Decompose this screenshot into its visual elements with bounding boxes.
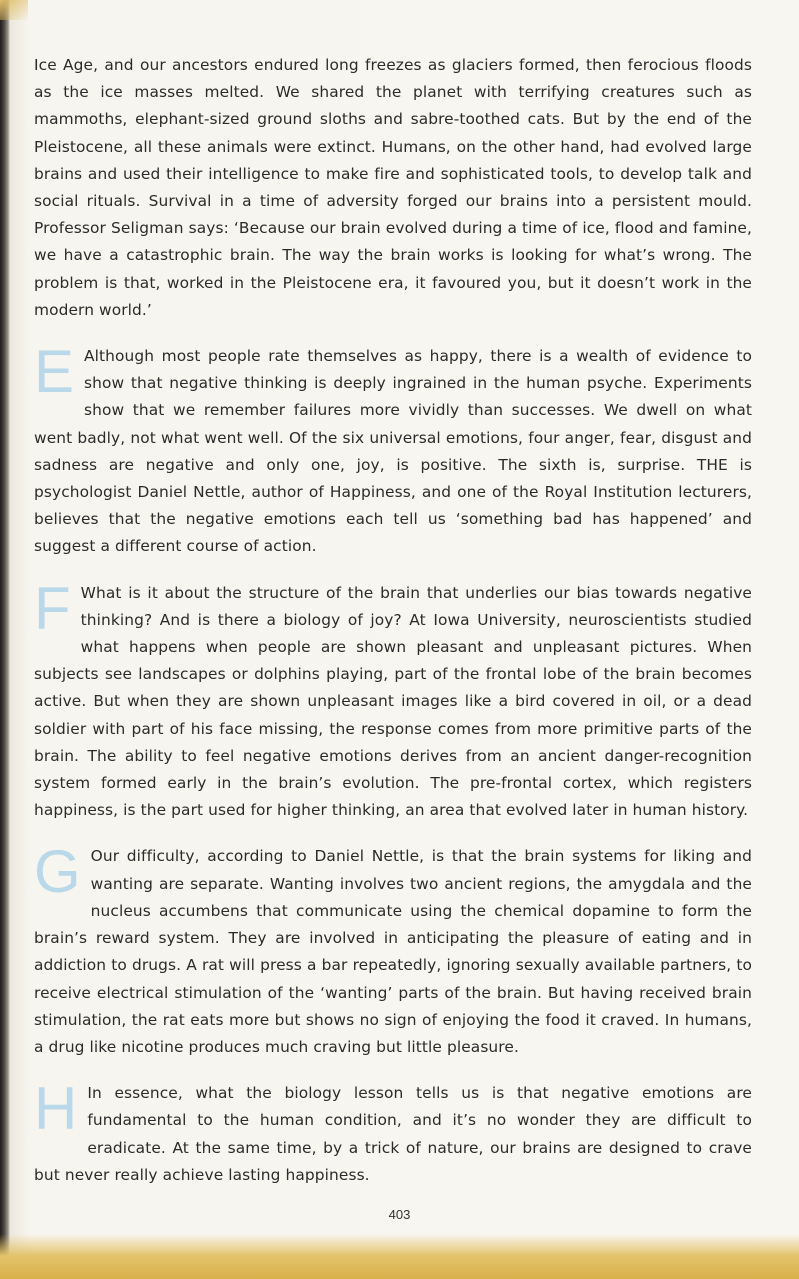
section-letter-g: G (34, 838, 81, 906)
section-letter-e: E (34, 338, 75, 406)
section-h (34, 1075, 752, 1189)
section-e-text: Although most people rate themselves as happy, there is a wealth of evidence to show that negative thinking is deeply ingrained in the human psyche. Experiments show that we remember failures more vividly than successes. We dwell on what went badly, not what went well. Of the six universal emotions, four anger, fear, disgust and sadness are negative and only one, joy, is positive. The sixth is, surprise. THE is psychologist Daniel Nettle, author of Happiness, and one of the Royal Institution lecturers, believes that the negative emotions each tell us ‘something bad has happened’ and suggest a different course of action. (34, 347, 752, 556)
section-h-text: In essence, what the biology lesson tells us is that negative emotions are fundamental to the human condition, and it’s no wonder they are difficult to eradicate. At the same time, by a trick of nature, our brains are designed to crave but never really achieve lasting happiness. (34, 1084, 752, 1184)
section-letter-h: H (34, 1075, 78, 1143)
section-e (34, 338, 752, 561)
section-g (34, 838, 752, 1061)
text-column (34, 52, 752, 1189)
section-f (34, 574, 752, 825)
section-f-text: What is it about the structure of the brain that underlies our bias towards negative thinking? And is there a biology of joy? At Iowa University, neuroscientists studied what happens when people are shown pleasant and unpleasant pictures. When subjects see landscapes or dolphins playing, part of the frontal lobe of the brain becomes active. But when they are shown unpleasant images like a bird covered in oil, or a dead soldier with part of his face missing, the response comes from more primitive parts of the brain. The ability to feel negative emotions derives from an ancient danger-recognition system formed early in the brain’s evolution. The pre-frontal cortex, which registers happiness, is the part used for higher thinking, an area that evolved later in human history. (34, 583, 752, 820)
section-letter-f: F (34, 574, 71, 642)
intro-paragraph: Ice Age, and our ancestors endured long freezes as glaciers formed, then ferocious floods as the ice masses melted. We shared the planet with terrifying creatures such as mammoths, elephant-sized ground sloths and sabre-toothed cats. But by the end of the Pleistocene, all these animals were extinct. Humans, on the other hand, had evolved large brains and used their intelligence to make fire and sophisticated tools, to develop talk and social rituals. Survival in a time of adversity forged our brains into a persistent mould. Professor Seligman says: ‘Because our brain evolved during a time of ice, flood and famine, we have a catastrophic brain. The way the brain works is looking for what’s wrong. The problem is that, worked in the Pleistocene era, it favoured you, but it doesn’t work in the modern world.’ (34, 56, 752, 319)
page-corner-tint (0, 0, 28, 20)
book-spine-shadow (0, 0, 10, 1279)
page-bottom-edge (0, 1234, 799, 1279)
section-g-text: Our difficulty, according to Daniel Nettle, is that the brain systems for liking and wanting are separate. Wanting involves two ancient regions, the amygdala and the nucleus accumbens that communicate using the chemical dopamine to form the brain’s reward system. They are involved in anticipating the pleasure of eating and in addiction to drugs. A rat will press a bar repeatedly, ignoring sexually available partners, to receive electrical stimulation of the ‘wanting’ parts of the brain. But having received brain stimulation, the rat eats more but shows no sign of enjoying the food it craved. In humans, a drug like nicotine produces much craving but little pleasure. (34, 847, 752, 1056)
page-number: 403 (388, 1207, 411, 1222)
